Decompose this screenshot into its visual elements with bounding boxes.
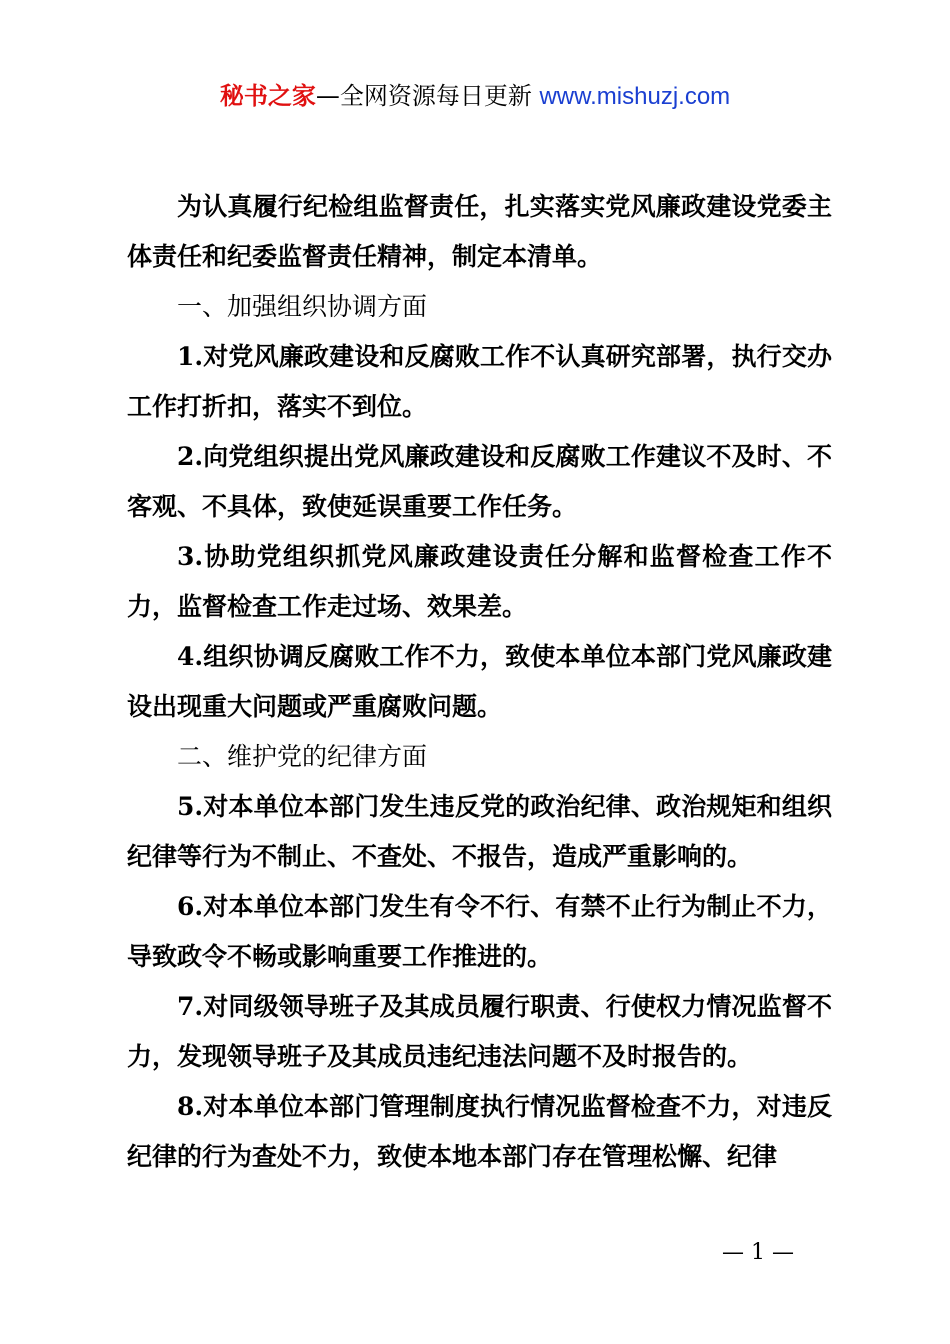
item-number: 7.: [177, 992, 204, 1021]
page-number: — 1 —: [722, 1240, 794, 1265]
intro-paragraph: 为认真履行纪检组监督责任，扎实落实党风廉政建设党委主体责任和纪委监督责任精神，制定本清单。: [127, 192, 832, 271]
item-number: 3.: [177, 542, 204, 571]
item-text: 对本单位本部门发生有令不行、有禁不止行为制止不力，导致政令不畅或影响重要工作推进的。: [127, 892, 832, 971]
list-item: [127, 782, 832, 882]
list-item: [127, 332, 832, 432]
item-number: 4.: [177, 642, 204, 671]
item-number: 1.: [177, 342, 204, 371]
item-text: 对同级领导班子及其成员履行职责、行使权力情况监督不力，发现领导班子及其成员违纪违法问题不及时报告的。: [127, 992, 832, 1071]
item-number: 6.: [177, 892, 204, 921]
list-item: [127, 1082, 832, 1182]
website-link[interactable]: www.mishuzj.com: [539, 83, 731, 110]
item-text: 协助党组织抓党风廉政建设责任分解和监督检查工作不力，监督检查工作走过场、效果差。: [127, 542, 832, 621]
brand-name: 秘书之家: [219, 82, 316, 110]
item-number: 5.: [177, 792, 204, 821]
section-heading: 一、加强组织协调方面: [177, 292, 428, 321]
site-header: [0, 80, 950, 113]
list-item: [127, 432, 832, 532]
list-item: [127, 632, 832, 732]
item-number: 8.: [177, 1092, 204, 1121]
item-text: 向党组织提出党风廉政建设和反腐败工作建议不及时、不客观、不具体，致使延误重要工作任务。: [127, 442, 832, 521]
list-item: [127, 982, 832, 1082]
item-text: 对党风廉政建设和反腐败工作不认真研究部署，执行交办工作打折扣，落实不到位。: [127, 342, 832, 421]
item-number: 2.: [177, 442, 204, 471]
list-item: [127, 532, 832, 632]
item-text: 对本单位本部门管理制度执行情况监督检查不力，对违反纪律的行为查处不力，致使本地本部门存在管理松懈、纪律: [127, 1092, 832, 1171]
item-text: 组织协调反腐败工作不力，致使本单位本部门党风廉政建设出现重大问题或严重腐败问题。: [127, 642, 832, 721]
header-tagline: —全网资源每日更新: [315, 82, 532, 110]
list-item: [127, 882, 832, 982]
section-heading: 二、维护党的纪律方面: [177, 742, 428, 771]
item-text: 对本单位本部门发生违反党的政治纪律、政治规矩和组织纪律等行为不制止、不查处、不报告，造成严重影响的。: [127, 792, 832, 871]
document-body: [127, 182, 832, 1182]
